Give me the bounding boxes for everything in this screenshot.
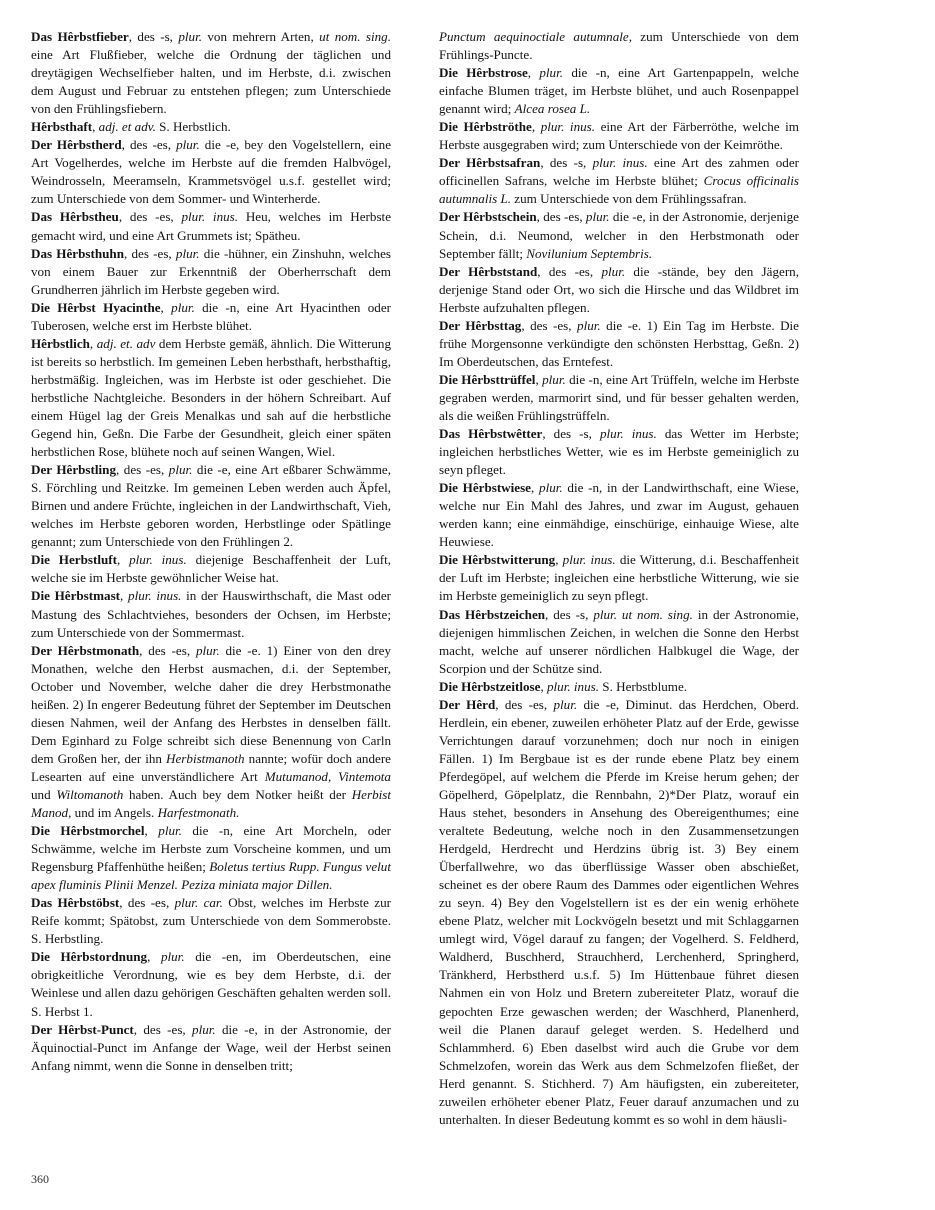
entry-text: und	[31, 786, 57, 802]
dictionary-entry	[31, 461, 391, 551]
entry-text: , des -es,	[536, 209, 586, 225]
entry-text: Heu, welches im Herbste gemacht wird, und eine Art Grummets ist; Spätheu.	[31, 209, 392, 243]
entry-italic-text: adj. et adv.	[98, 119, 156, 135]
entry-headword: Hêrbstlich	[31, 335, 90, 351]
dictionary-entry	[439, 208, 799, 262]
entry-italic-text: plur.	[577, 317, 601, 333]
dictionary-entry	[31, 28, 391, 118]
entry-italic-text: adj. et. adv	[96, 335, 156, 351]
entry-text: , des -es,	[139, 642, 196, 658]
entry-italic-text: plur.	[601, 263, 626, 279]
entry-headword: Das Hêrbstzeichen	[439, 606, 546, 622]
entry-text: und im Angels.	[71, 805, 158, 821]
entry-italic-text: plur. inus.	[562, 552, 616, 568]
entry-text: die -n, in der Landwirthschaft, eine Wiese, welche nur Ein Mahl des Jahres, und zwar im August, gehauen werden kann; eine einmähdige, einschürige, einhauige Wiese, alte Heuwiese.	[439, 480, 799, 550]
entry-headword: Das Hêrbstwêtter	[439, 426, 543, 442]
entry-italic-text: plur. inus.	[128, 588, 182, 604]
entry-italic-text: plur. inus.	[592, 155, 648, 171]
dictionary-entry	[31, 551, 391, 587]
entry-text: die -e. 1) Ein Tag im Herbste. Die frühe Morgensonne verkündigte den schönsten Herbsttag, Geßn. 2) Im Oberdeutschen, das Erntefest.	[439, 317, 799, 369]
entry-headword: Der Hêrbstmonath	[31, 642, 140, 658]
entry-text: die -hühner, ein Zinshuhn, welches von einem Bauer zur Erkenntniß der Oberherrschaft dem Grundherren jährlich im Herbste gegeben wird.	[31, 245, 392, 297]
entry-text: ,	[535, 371, 543, 387]
entry-headword: Das Hêrbstöbst	[31, 895, 120, 911]
entry-text: ,	[89, 335, 97, 351]
entry-italic-text: ut nom. sing.	[319, 29, 392, 44]
entry-headword: Der Hêrbstling	[31, 462, 116, 478]
entry-text: die Witterung, d.i. Beschaffenheit der Luft im Herbste; ingleichen eine herbstliche Witterung, wie sie im Herbste gemeiniglich zu seyn pflegt.	[439, 552, 800, 604]
left-column	[31, 28, 391, 1075]
dictionary-entry	[31, 245, 391, 299]
entry-italic-text: plur.	[178, 29, 202, 44]
entry-italic-text: plur. ut nom. sing.	[593, 606, 693, 622]
dictionary-entry	[31, 948, 391, 1020]
entry-italic-text: plur. car.	[174, 895, 223, 911]
entry-italic-text: Mutumanod, Vintemota	[264, 768, 391, 784]
entry-text: S. Herbstblume.	[599, 678, 688, 694]
entry-italic-text: plur. inus.	[540, 119, 596, 135]
entry-text: ,	[531, 119, 541, 135]
dictionary-entry	[31, 335, 391, 461]
entry-text: Obst, welches im Herbste zur Reife kommt; Spätobst, zum Unterschiede von dem Sommerobste. S. Herbstling.	[31, 895, 392, 947]
entry-headword: Die Hêrbströthe	[439, 119, 532, 135]
entry-italic-text: plur.	[585, 209, 610, 225]
entry-text: haben. Auch bey dem Notker heißt der	[123, 786, 352, 802]
entry-text: ,	[144, 823, 159, 839]
entry-text: ,	[147, 949, 161, 965]
entry-italic-text: plur.	[542, 371, 566, 387]
entry-text: die -e, bey den Vogelstellern, eine Art Vogelherdes, welche im Herbste auf die fremden Halbvögel, Weindrosseln, Meeramseln, Krammetsvögel u.s.f. gestellet wird; zum Unterschiede von dem Sommer- und Winterherde.	[31, 137, 392, 207]
entry-text: , des -es,	[537, 263, 602, 279]
entry-text: , des -s,	[542, 426, 600, 442]
entry-italic-text: Alcea rosea L.	[514, 101, 591, 117]
entry-headword: Der Hêrbstsafran	[439, 155, 541, 171]
dictionary-entry	[439, 28, 799, 64]
entry-italic-text: plur.	[175, 245, 200, 261]
entry-italic-text: plur.	[195, 642, 220, 658]
dictionary-entry	[31, 822, 391, 894]
entry-italic-text: plur.	[171, 299, 195, 315]
dictionary-entry	[439, 479, 799, 551]
entry-text: , des -es,	[124, 245, 176, 261]
entry-italic-text: Wiltomanoth	[56, 786, 124, 802]
entry-headword: Das Hêrbstheu	[31, 209, 119, 225]
entry-text: das Wetter im Herbste; ingleichen herbstliches Wetter, wie es im Herbste gemeiniglich zu seyn pfleget.	[439, 426, 800, 478]
dictionary-entry	[439, 678, 799, 696]
entry-text: , des -es,	[119, 895, 175, 911]
dictionary-entry	[439, 551, 799, 605]
entry-italic-text: plur. inus.	[181, 209, 239, 225]
entry-italic-text: Boletus tertius Rupp. Fungus velut apex fluminis Plinii Menzel. Peziza miniata major Dillen.	[31, 859, 391, 893]
entry-text: S. Herbstlich.	[155, 119, 231, 135]
entry-text: ,	[92, 119, 99, 135]
dictionary-entry	[31, 299, 391, 335]
entry-headword: Das Hêrbsthuhn	[31, 245, 124, 261]
entry-text: ,	[160, 299, 172, 315]
dictionary-entry	[439, 696, 799, 1129]
entry-text: ,	[531, 480, 540, 496]
dictionary-entry	[31, 136, 391, 208]
entry-text: dem Herbste gemäß, ähnlich. Die Witterung ist bereits so herbstlich. Im gemeinen Leben herbsthaft, herbsthaftig, herbstmäßig. Ingleichen, was im Herbste ist oder geschiehet. Die herbstliche Nachtgleiche. Besonders in der höhern Schreibart. Auf einem Hügel lag der Greis Menalkas und sah auf die herbstliche Gegend hin, Geßn. Die Farbe der Gesundheit, gleich einer späten herbstlichen Rose, blühete noch auf seinen Wangen, Wiel.	[31, 335, 392, 460]
entry-text: , des -es,	[118, 209, 182, 225]
entry-text: zum Unterschiede von dem Frühlings-Puncte.	[439, 29, 799, 63]
dictionary-entry	[31, 894, 391, 948]
entry-text: die -e, in der Astronomie, derjenige Schein, d.i. Neumond, welcher in den Herbstmonath oder September fällt;	[439, 209, 799, 261]
entry-text: in der Astronomie, diejenigen himmlischen Zeichen, in welchen die Sonne den Herbst macht, welche auf unserer nördlichen Halbkugel die Wage, der Scorpion und der Schütze sind.	[439, 606, 800, 676]
entry-headword: Der Hêrbststand	[439, 263, 538, 279]
dictionary-entry	[439, 64, 799, 118]
dictionary-entry	[31, 587, 391, 641]
entry-text: zum Unterschiede von dem Frühlingssafran.	[511, 191, 747, 207]
entry-italic-text: plur.	[539, 65, 564, 81]
entry-italic-text: Herbist Manod,	[31, 786, 391, 821]
dictionary-entry	[439, 425, 799, 479]
entry-text: die -n, eine Art Gartenpappeln, welche einfache Blumen träget, im Herbste blühet, und auch Rosenpappel genannt wird;	[439, 65, 799, 117]
entry-headword: Der Hêrbst-Punct	[31, 1021, 134, 1037]
dictionary-entry	[439, 154, 799, 208]
entry-text: die -e, Diminut. das Herdchen, Oberd. Herdlein, ein ebener, zuweilen erhöheter Platz auf der Erde, gewisse Verrichtungen darauf vorzunehmen; doch nur noch in einigen Fällen. 1) Im Bergbaue ist es der runde ebene Platz bey einem Pferdegöpel, auf welchem die Pferde im Kreise herum gehen; der Göpelherd, Göpelplatz, die Rennbahn, 2)*Der Platz, worauf ein Haus stehet, besonders in Ansehung des Obereigenthumes; eine veraltete Bedeutung, welche noch in den Zusammensetzungen Herdgeld, Herdrecht und Herdzins übrig ist. 3) Bey einem Überfallwehre, wo das überflüssige Wasser oben abschießet, scheinet es der obere Raum des Dammes oder eigentlichen Wehres zu seyn. 4) Bey den Vogelstellern ist es der ein wenig erhöhete ebene Platz, welcher mit Lockvögeln besetzt und mit Schlaggarnen umlegt wird, Vögel darauf zu fangen; der Vogelherd. S. Feldherd, Waldherd, Buschherd, Strauchherd, Lerchenherd, Springherd, Tränkherd, Herbstherd u.s.f. 5) Im Hüttenbaue führet diesen Nahmen ein von Holz und Bretern zubereiteter Platz, worauf die gepochten Erze gewaschen werden; der Waschherd, Planenherd, weil die Planen darauf geleget werden. S. Hedelherd und Schlammherd. 6) Eben daselbst wird auch die Grube vor dem Schmelzofen, worein das Werk aus dem Schmelzofen fließet, der Herd genannt. S. Stichherd. 7) Am häufigsten, ein zubereiteter, zuweilen erhöheter ebener Platz, Feuer darauf anzumachen und zu unterhalten. In dieser Bedeutung kommt es so wohl in dem häusli-	[439, 696, 799, 1127]
entry-text: diejenige Beschaffenheit der Luft, welche sie im Herbste gewöhnlicher Weise hat.	[31, 552, 392, 586]
dictionary-entry	[31, 1021, 391, 1075]
entry-text: , des -es,	[133, 1021, 193, 1037]
entry-text: die -e, in der Astronomie, der Äquinoctial-Punct im Anfange der Wage, weil der Herbst seinen Anfang nimmt, wenn die Sonne in denselben tritt;	[31, 1021, 391, 1073]
dictionary-entry	[439, 371, 799, 425]
dictionary-entry	[31, 642, 391, 822]
entry-italic-text: Crocus officinalis autumnalis L.	[439, 173, 799, 207]
entry-headword: Die Hêrbstordnung	[31, 949, 148, 965]
entry-text: die -n, eine Art Hyacinthen oder Tuberosen, welche erst im Herbste blühet.	[31, 299, 392, 333]
entry-text: , des -es,	[116, 462, 169, 478]
dictionary-entry	[31, 208, 391, 244]
entry-text: ,	[555, 552, 563, 568]
entry-italic-text: plur.	[539, 480, 563, 496]
entry-text: eine Art der Färberröthe, welche im Herbste ausgegraben wird; zum Unterschiede von der Keimröthe.	[439, 119, 799, 153]
entry-text: nannte; wofür doch andere Lesearten auf eine unverständlichere Art	[31, 750, 391, 784]
entry-italic-text: Novilunium Septembris.	[526, 245, 653, 261]
entry-headword: Hêrbsthaft	[31, 119, 93, 135]
dictionary-entry	[31, 118, 391, 136]
dictionary-entry	[439, 118, 799, 154]
entry-italic-text: plur.	[553, 696, 578, 712]
entry-italic-text: Herbistmanoth	[166, 750, 245, 766]
right-column	[439, 28, 799, 1129]
entry-text: , des -es,	[495, 696, 554, 712]
entry-italic-text: plur. inus.	[599, 426, 657, 442]
entry-headword: Die Hêrbstwitterung	[439, 552, 556, 568]
entry-text: von mehrern Arten,	[202, 29, 320, 44]
entry-headword: Die Hêrbstrose	[439, 65, 528, 81]
entry-text: , des -s,	[545, 606, 594, 622]
entry-headword: Die Hêrbstmorchel	[31, 823, 145, 839]
entry-text: , des -s,	[540, 155, 593, 171]
entry-text: , des -s,	[128, 29, 179, 44]
entry-text: die -en, im Oberdeutschen, eine obrigkeitliche Verordnung, wie es bey dem Herbste, d.i. der Weinlese und allen dazu gehörigen Geschäften gehalten werden soll. S. Herbst 1.	[31, 949, 391, 1019]
entry-headword: Der Hêrd	[439, 696, 496, 712]
entry-headword: Die Hêrbst Hyacinthe	[31, 299, 161, 315]
entry-italic-text: plur. inus.	[547, 678, 600, 694]
entry-text: die -n, eine Art Morcheln, oder Schwämme, welche im Herbste zum Vorscheine kommen, und um Regensburg Pfaffenhüthe heißen;	[31, 823, 391, 875]
entry-italic-text: plur.	[192, 1021, 216, 1037]
entry-italic-text: plur.	[158, 823, 182, 839]
entry-italic-text: Harfestmonath.	[157, 805, 240, 821]
entry-text: ,	[116, 552, 130, 568]
entry-headword: Die Hêrbsttrüffel	[439, 371, 536, 387]
entry-text: eine Art Flußfieber, welche die Ordnung der täglichen und dreytägigen Wechselfieber halten, und im Herbste, d.i. zwischen dem August und Februar zu entstehen pflegen; zum Unterschiede von den Frühlingsfiebern.	[31, 47, 391, 117]
entry-text: , des -es,	[121, 137, 177, 153]
entry-headword: Das Hêrbstfieber	[31, 29, 129, 44]
dictionary-entry	[439, 263, 799, 317]
page-number: 360	[31, 1172, 49, 1186]
entry-text: in der Hauswirthschaft, die Mast oder Mastung des Schlachtviehes, besonders der Ochsen, im Herbste; zum Unterschiede von der Sommermast.	[31, 588, 391, 640]
dictionary-entry	[439, 606, 799, 678]
entry-headword: Die Hêrbstmast	[31, 588, 121, 604]
entry-italic-text: plur. inus.	[129, 552, 187, 568]
entry-text: ,	[120, 588, 129, 604]
entry-italic-text: Punctum aequinoctiale autumnale,	[439, 29, 632, 44]
entry-italic-text: plur.	[168, 462, 193, 478]
entry-text: die -n, eine Art Trüffeln, welche im Herbste gegraben werden, marmorirt sind, und für besser gehalten werden, als die weißen Frühlingstrüffeln.	[439, 371, 800, 423]
entry-text: ,	[527, 65, 540, 81]
dictionary-entry	[439, 317, 799, 371]
entry-text: , des -es,	[521, 317, 578, 333]
entry-headword: Der Hêrbstschein	[439, 209, 537, 225]
entry-headword: Die Herbstluft	[31, 552, 117, 568]
entry-text: eine Art des zahmen oder officinellen Safrans, welche im Herbste blühet;	[439, 155, 799, 189]
entry-headword: Der Hêrbsttag	[439, 317, 522, 333]
entry-italic-text: plur.	[160, 949, 185, 965]
entry-text: ,	[540, 678, 547, 694]
entry-italic-text: plur.	[176, 137, 200, 153]
entry-text: die -stände, bey den Jägern, derjenige Stand oder Ort, wo sich die Hirsche und das Wildbret im Herbste aufzuhalten pflegen.	[439, 263, 799, 315]
entry-text: die -e, eine Art eßbarer Schwämme, S. Förchling und Reitzke. Im gemeinen Leben werden auch Äpfel, Birnen und andere Früchte, ingleichen in der Landwirthschaft, Vieh, welches im Herbste geboren worden, Herbstlinge oder Spätlinge genannt; zum Unterschiede von den Frühlingen 2.	[31, 462, 391, 550]
entry-headword: Der Hêrbstherd	[31, 137, 122, 153]
entry-text: die -e. 1) Einer von den drey Monathen, welche den Herbst ausmachen, d.i. der September, October und November, welche daher die drey Herbstmonathe heißen. 2) In engerer Bedeutung führet der September im Deutschen diesen Nahmen, weil der Anfang des Herbstes in denselben fällt. Dem Eginhard zu Folge schreibt sich diese Benennung von Carln dem Großen her, der ihn	[31, 642, 391, 766]
entry-headword: Die Hêrbstzeitlose	[439, 678, 541, 694]
entry-headword: Die Hêrbstwiese	[439, 480, 531, 496]
